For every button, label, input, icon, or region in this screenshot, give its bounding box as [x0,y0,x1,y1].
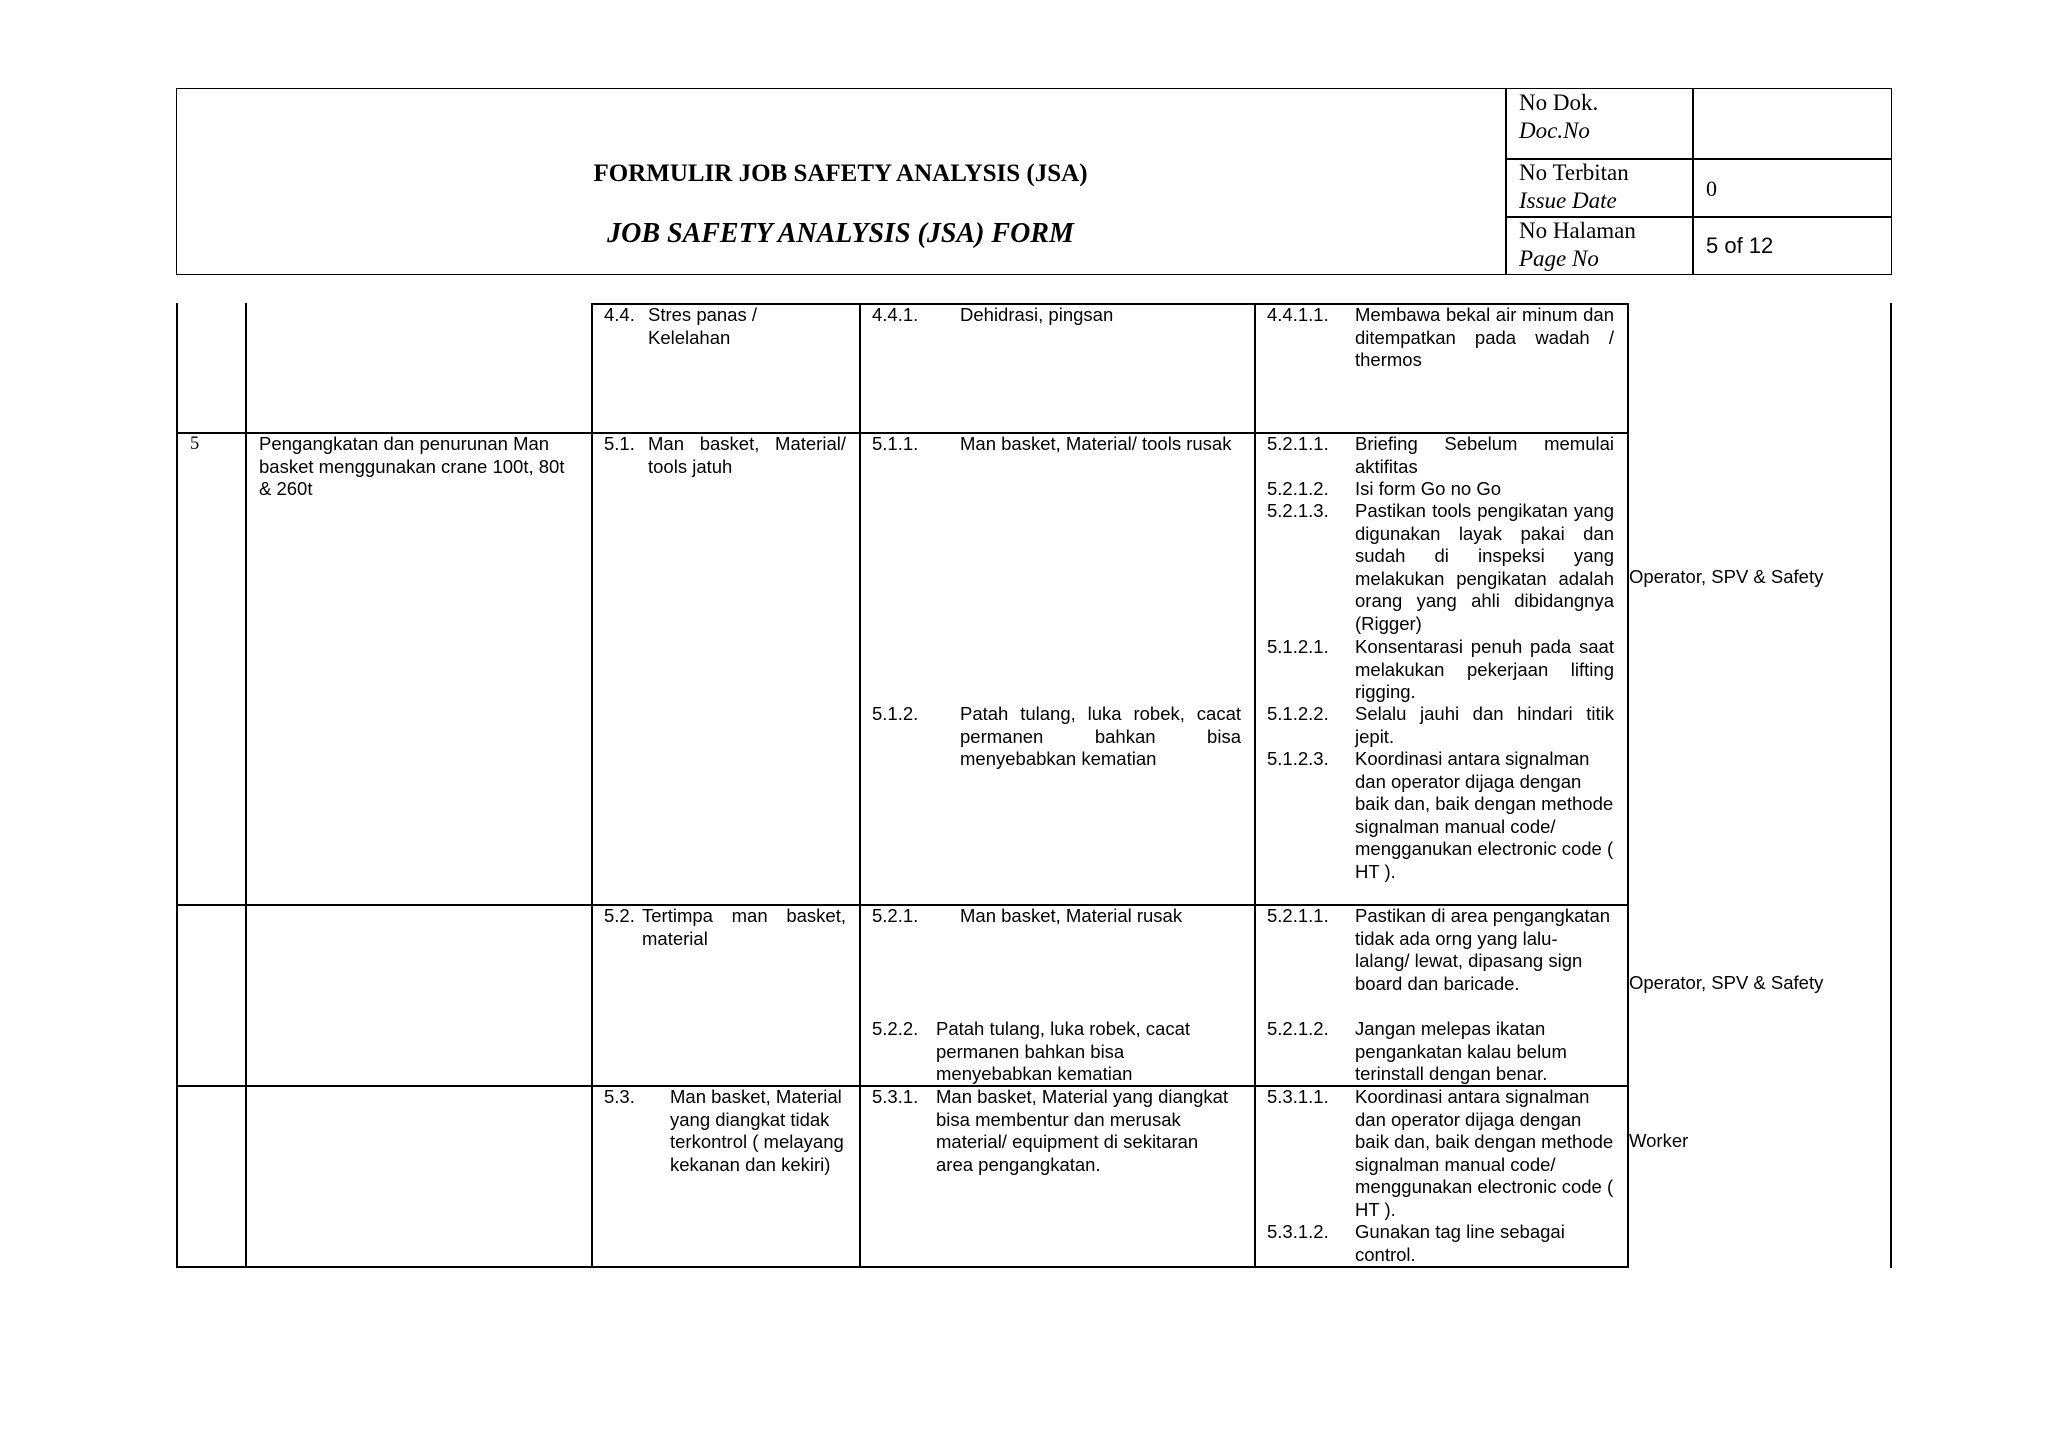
risk-text: Dehidrasi, pingsan [960,304,1114,325]
table-border [176,1266,1629,1268]
control-number: 5.2.1.1. [1267,905,1329,926]
risk-number: 5.1.2. [872,703,919,724]
control-text: Pastikan tools pengikatan yang digunakan layak pakai dan sudah di inspeksi yang melakukan pengikatan adalah orang yang ahli dibidangnya (Rigger) [1355,500,1614,634]
page-no-label-english: Page No [1519,246,1599,271]
risk-text: Patah tulang, luka robek, cacat permanen bahkan bisa menyebabkan kematian [936,1018,1191,1084]
control-number: 5.1.2.1. [1267,636,1329,657]
hazard-text: Stres panas / Kelelahan [648,304,758,348]
control-number: 5.1.2.2. [1267,703,1329,724]
control-text: Koordinasi antara signalman dan operator dijaga dengan baik dan, baik dengan methode signalman manual code/ mengganukan electronic code ( HT ). [1355,748,1614,882]
risk-number: 5.1.1. [872,433,919,454]
control-text: Pastikan di area pengangkatan tidak ada orng yang lalu- lalang/ lewat, dipasang sign board dan baricade. [1355,905,1611,994]
control-text: Gunakan tag line sebagai control. [1355,1221,1565,1265]
control-text: Konsentarasi penuh pada saat melakukan pekerjaan lifting rigging. [1355,636,1614,702]
form-title: FORMULIR JOB SAFETY ANALYSIS (JSA) [593,160,1088,187]
step-text: Pengangkatan dan penurunan Man basket menggunakan crane 100t, 80t & 260t [259,433,565,499]
table-border [591,303,593,1268]
table-border [176,303,178,1268]
hazard-text: Man basket, Material/ tools jatuh [648,433,846,477]
hazard-number: 5.3. [604,1086,635,1107]
control-number: 5.2.1.1. [1267,433,1329,454]
issue-label-english: Issue Date [1519,188,1617,213]
table-border [1890,303,1892,1268]
issue-label-text: No Terbitan [1519,160,1629,185]
control-number: 5.1.2.3. [1267,748,1329,769]
hazard-number: 5.2. [604,905,635,926]
hazard-text: Man basket, Material yang diangkat tidak terkontrol ( melayang kekanan dan kekiri) [670,1086,844,1175]
table-border [245,303,247,1268]
doc-no-label-english: Doc.No [1519,118,1590,143]
control-number: 4.4.1.1. [1267,304,1329,325]
control-number: 5.3.1.2. [1267,1221,1329,1242]
hazard-number: 5.1. [604,433,635,454]
responsible-person: Operator, SPV & Safety [1629,972,1824,993]
control-text: Isi form Go no Go [1355,478,1501,499]
risk-number: 5.3.1. [872,1086,919,1107]
doc-no-label [1519,89,1598,145]
risk-number: 4.4.1. [872,304,919,325]
control-text: Briefing Sebelum memulai aktifitas [1355,433,1614,477]
hazard-number: 4.4. [604,304,635,325]
risk-number: 5.2.1. [872,905,919,926]
page-no-value: 5 of 12 [1706,233,1774,258]
risk-number: 5.2.2. [872,1018,919,1039]
control-number: 5.2.1.3. [1267,500,1329,521]
table-border [1254,303,1256,1268]
risk-text: Man basket, Material yang diangkat bisa membentur dan merusak material/ equipment di sekitaran area pengangkatan. [936,1086,1229,1175]
page-no-label-text: No Halaman [1519,218,1636,243]
responsible-person: Worker [1629,1130,1689,1151]
table-border [1627,303,1629,1268]
control-text: Koordinasi antara signalman dan operator dijaga dengan baik dan, baik dengan methode signalman manual code/ menggunakan electronic code ( HT ). [1355,1086,1614,1220]
header-divider [1505,88,1507,275]
control-text: Membawa bekal air minum dan ditempatkan pada wadah / thermos [1355,304,1614,370]
control-text: Selalu jauhi dan hindari titik jepit. [1355,703,1614,747]
step-number: 5 [190,434,200,454]
risk-text: Man basket, Material rusak [960,905,1183,926]
page-no-label [1519,217,1636,273]
header-divider [1692,88,1694,275]
control-number: 5.2.1.2. [1267,478,1329,499]
issue-value: 0 [1706,176,1717,201]
form-title-english: JOB SAFETY ANALYSIS (JSA) FORM [607,218,1074,249]
issue-label [1519,159,1629,215]
responsible-person: Operator, SPV & Safety [1629,566,1824,587]
table-border [859,303,861,1268]
risk-text: Patah tulang, luka robek, cacat permanen bahkan bisa menyebabkan kematian [960,703,1241,769]
control-text: Jangan melepas ikatan pengankatan kalau belum terinstall dengan benar. [1355,1018,1567,1084]
doc-no-label-text: No Dok. [1519,90,1599,115]
control-number: 5.3.1.1. [1267,1086,1329,1107]
control-number: 5.2.1.2. [1267,1018,1329,1039]
risk-text: Man basket, Material/ tools rusak [960,433,1232,454]
hazard-text: Tertimpa man basket, material [642,905,846,949]
